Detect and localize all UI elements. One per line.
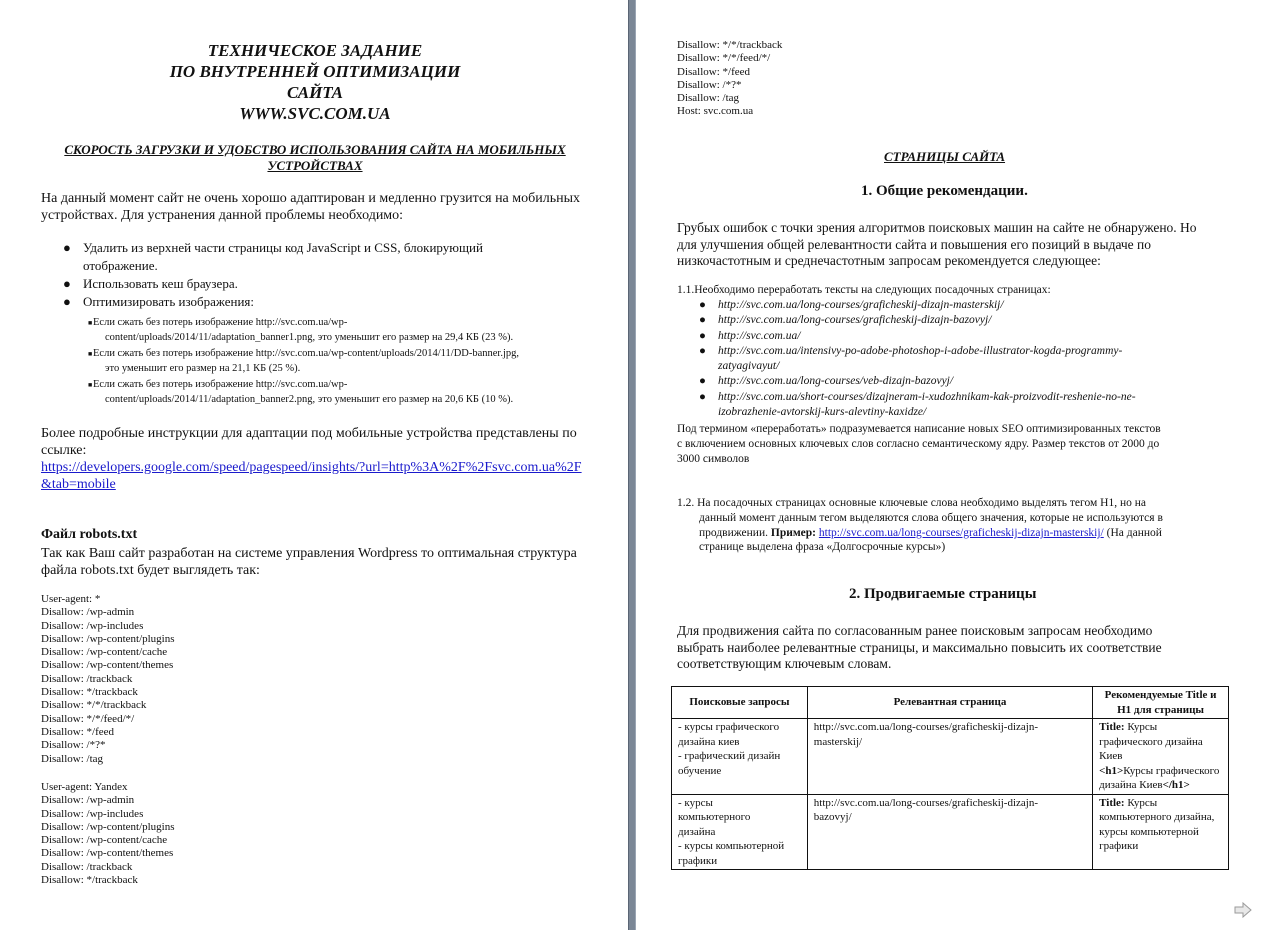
title-line: WWW.SVC.COM.UA [239,104,391,123]
list-item: ■ Если сжать без потерь изображение http://svc.com.ua/wp- content/uploads/2014/11/adaptation_banner1.png, это уменьшит его размер на 29,4 КБ (23 %). [88,317,514,343]
list-item: ● Удалить из верхней части страницы код JavaScript и CSS, блокирующий отображение. [63,240,483,273]
robots-line: Disallow: */trackback [41,686,138,699]
robots-line: Disallow: */*/feed/*/ [41,712,135,725]
robots-line: Disallow: */trackback [41,874,138,887]
list-item: ● http://svc.com.ua/intensivy-po-adobe-photoshop-i-adobe-illustrator-kogda-programmy- zatyagivayut/ [699,344,1123,373]
robots-heading: Файл robots.txt [41,527,138,542]
robots-line: Disallow: /wp-content/themes [41,659,174,672]
robots-line: Disallow: */*/trackback [677,39,783,51]
section-heading-mobile: СКОРОСТЬ ЗАГРУЗКИ И УДОБСТВО ИСПОЛЬЗОВАНИЯ САЙТА НА МОБИЛЬНЫХ УСТРОЙСТВАХ [64,142,566,173]
list-item: ● Использовать кеш браузера. [63,276,238,291]
list-item: ● http://svc.com.ua/ [677,329,1237,344]
robots-line: Disallow: /wp-admin [41,606,135,619]
table-cell: http://svc.com.ua/long-courses/graficheskij-dizajn- bazovyj/ [807,794,1092,870]
list-item: ● http://svc.com.ua/short-courses/dizajneram-i-xudozhnikam-kak-proizvodit-reshenie-no-ne- izobrazhenie-avtorskij-kurs-alevtiny-kaxidze/ [699,390,1136,419]
promo-paragraph: Для продвижения сайта по согласованным ранее поисковым запросам необходимо выбрать наиболее релевантные страницы, и максимально повысить их соответствие соответствующим ключевым словам. [677,623,1162,671]
pagespeed-link[interactable]: https://developers.google.com/speed/pagespeed/insights/?url=http%3A%2F%2Fsvc.com.ua%2F [41,460,582,475]
next-page-arrow-icon[interactable] [1234,902,1252,918]
promoted-pages-heading: 2. Продвигаемые страницы [849,586,1037,602]
robots-line: Disallow: */*/feed/*/ [677,52,771,65]
table-row [672,719,1229,795]
robots-line: User-agent: Yandex [41,781,128,793]
robots-block-cont [677,39,782,119]
title-line: ПО ВНУТРЕННЕЙ ОПТИМИЗАЦИИ [169,62,461,81]
list-item: ■ Если сжать без потерь изображение http://svc.com.ua/wp-content/uploads/2014/11/DD-banner.jpg, это уменьшит его размер на 21,1 КБ (25 %). [88,348,520,374]
robots-line: Disallow: /tag [677,92,740,105]
robots-line: Disallow: /wp-content/themes [41,847,174,860]
bullet-icon: ● [699,390,706,403]
robots-block-1 [41,593,175,766]
title-line: САЙТА [287,83,343,102]
robots-line: Disallow: */feed [41,725,115,738]
robots-intro: Так как Ваш сайт разработан на системе управления Wordpress то оптимальная структура файла robots.txt будет выглядеть так: [41,546,577,578]
robots-line: Disallow: /trackback [41,860,133,873]
intro-paragraph: На данный момент сайт не очень хорошо адаптирован и медленно грузится на мобильных устройствах. Для устранения данной проблемы необходимо: [41,191,581,223]
robots-line: Disallow: /wp-content/plugins [41,632,175,645]
robots-line: Disallow: /*?* [677,78,742,91]
bullet-icon: ● [63,276,71,291]
example-link[interactable]: http://svc.com.ua/long-courses/graficheskij-dizajn-masterskij/ [818,526,1104,539]
robots-line: Disallow: /tag [41,752,104,765]
table-cell: - курсы компьютерного дизайна - курсы компьютерной графики [672,794,808,870]
list-item: ● Оптимизировать изображения: [63,294,255,309]
list-item: ■ Если сжать без потерь изображение http://svc.com.ua/wp- content/uploads/2014/11/adaptation_banner2.png, это уменьшит его размер на 20,6 КБ (10 %). [88,379,514,405]
robots-line: Disallow: /trackback [41,672,133,685]
robots-line: Disallow: /wp-content/cache [41,646,168,659]
table-header: Рекомендуемые Title и H1 для страницы [1093,687,1229,719]
robots-line: Disallow: /wp-admin [41,794,135,807]
page-divider [628,0,636,930]
pagespeed-link-cont[interactable]: &tab=mobile [41,477,116,492]
square-bullet-icon: ■ [88,319,93,327]
robots-line: Disallow: /*?* [41,739,106,752]
robots-line: Host: svc.com.ua [677,105,754,118]
table-header: Релевантная страница [807,687,1092,719]
promoted-pages-table [671,686,1229,870]
table-cell: Title: Курсы компьютерного дизайна, курсы компьютерной графики [1093,794,1229,870]
robots-line: Disallow: /wp-includes [41,807,144,820]
table-cell: http://svc.com.ua/long-courses/graficheskij-dizajn- masterskij/ [807,719,1092,795]
document-title [40,40,590,124]
bullet-icon: ● [63,294,71,309]
item-1-1: 1.1.Необходимо переработать тексты на следующих посадочных страницах: [677,284,1051,296]
square-bullet-icon: ■ [88,350,93,358]
bullet-icon: ● [699,329,706,342]
table-header-row [672,687,1229,719]
list-item: ● http://svc.com.ua/long-courses/veb-dizajn-bazovyj/ [677,374,1237,389]
robots-line: Disallow: /wp-content/cache [41,834,168,847]
table-row [672,794,1229,870]
table-cell: - курсы графического дизайна киев - графический дизайн обучение [672,719,808,795]
list-item: ● http://svc.com.ua/long-courses/graficheskij-dizajn-masterskij/ [677,298,1237,313]
robots-line: User-agent: * [41,593,101,605]
bullet-icon: ● [63,240,71,255]
robots-line: Disallow: */feed [677,65,751,78]
pages-heading: СТРАНИЦЫ САЙТА [884,149,1006,164]
item-1-2: 1.2. На посадочных страницах основные ключевые слова необходимо выделять тегом H1, но на данный момент данным тегом выделяются слова общего значения, которые не используются в продвижении. Пример: http://svc.com.ua/long-courses/graficheskij-dizajn-masterskij/ (На данной странице выделена фраза «Долгосрочные курсы») [677,497,1163,554]
left-page [0,0,628,930]
bullet-icon: ● [699,314,706,327]
url-list [677,298,1237,420]
sub-list [41,316,611,407]
list-item: ● http://svc.com.ua/long-courses/graficheskij-dizajn-bazovyj/ [677,313,1237,328]
more-paragraph: Более подробные инструкции для адаптации под мобильные устройства представлены по ссылке: https://developers.google.com/speed/pagespeed/insights/?url=http%3A%2F%2Fsvc.com.ua%2F &tab=mobile [41,426,582,492]
table-header: Поисковые запросы [672,687,808,719]
bullet-icon: ● [699,299,706,311]
table-cell: Title: Курсы графического дизайна Киев <h1>Курсы графического дизайна Киев</h1> [1093,719,1229,795]
robots-line: Disallow: */*/trackback [41,699,147,712]
bullet-icon: ● [699,344,706,357]
general-paragraph: Грубых ошибок с точки зрения алгоритмов поисковых машин на сайте не обнаружено. Но для улучшения общей релевантности сайта и повышения его позиций в выдаче по низкочастотным и среднечастотным запросам рекомендуется следующее: [677,220,1197,268]
square-bullet-icon: ■ [88,381,93,389]
robots-line: Disallow: /wp-includes [41,619,144,632]
title-line: ТЕХНИЧЕСКОЕ ЗАДАНИЕ [207,41,423,60]
rework-paragraph: Под термином «переработать» подразумевается написание новых SEO оптимизированных текстов с включением основных ключевых слов согласно семантическому ядру. Размер текстов от 2000 до 3000 символов [677,423,1161,465]
robots-line: Disallow: /wp-content/plugins [41,820,175,833]
bullet-list [41,239,601,311]
bullet-icon: ● [699,375,706,388]
general-recommendations-heading: 1. Общие рекомендации. [861,183,1028,199]
robots-block-2 [41,781,175,887]
